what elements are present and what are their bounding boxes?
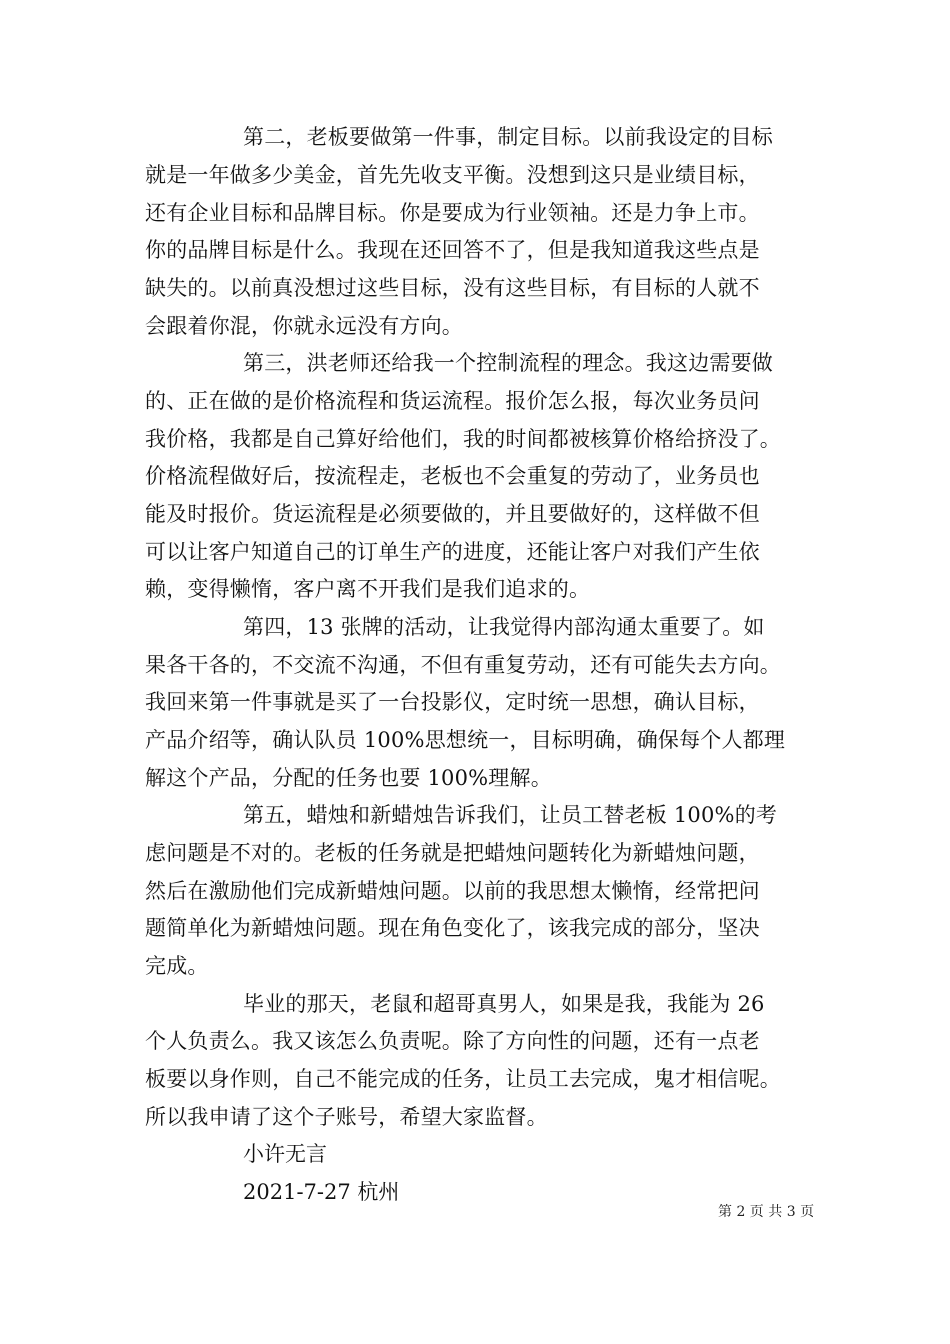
paragraph-1-line-4: 你的品牌目标是什么。我现在还回答不了，但是我知道我这些点是 — [145, 238, 760, 262]
paragraph-1-line-2: 就是一年做多少美金，首先先收支平衡。没想到这只是业绩目标， — [145, 163, 760, 187]
paragraph-1-line-6: 会跟着你混，你就永远没有方向。 — [145, 314, 463, 338]
paragraph-2-line-4: 价格流程做好后，按流程走，老板也不会重复的劳动了，业务员也 — [145, 464, 760, 488]
paragraph-3-line-1: 第四，13 张牌的活动，让我觉得内部沟通太重要了。如 — [243, 615, 765, 639]
paragraph-3-line-3: 我回来第一件事就是买了一台投影仪，定时统一思想，确认目标， — [145, 690, 760, 714]
paragraph-2-line-3: 我价格，我都是自己算好给他们，我的时间都被核算价格给挤没了。 — [145, 427, 781, 451]
paragraph-1-line-1: 第二，老板要做第一件事，制定目标。以前我设定的目标 — [243, 125, 773, 149]
page-number-footer: 第 2 页 共 3 页 — [718, 1204, 815, 1220]
paragraph-4-line-4: 题简单化为新蜡烛问题。现在角色变化了，该我完成的部分，坚决 — [145, 916, 760, 940]
paragraph-4-line-1: 第五，蜡烛和新蜡烛告诉我们，让员工替老板 100%的考 — [243, 803, 778, 827]
paragraph-5-line-2: 个人负责么。我又该怎么负责呢。除了方向性的问题，还有一点老 — [145, 1029, 760, 1053]
paragraph-2-line-2: 的、正在做的是价格流程和货运流程。报价怎么报，每次业务员问 — [145, 389, 760, 413]
paragraph-3-line-4: 产品介绍等，确认队员 100%思想统一，目标明确，确保每个人都理 — [145, 728, 786, 752]
paragraph-1-line-5: 缺失的。以前真没想过这些目标，没有这些目标，有目标的人就不 — [145, 276, 760, 300]
paragraph-3-line-2: 果各干各的，不交流不沟通，不但有重复劳动，还有可能失去方向。 — [145, 653, 781, 677]
signature-author: 小许无言 — [243, 1142, 327, 1166]
paragraph-5-line-3: 板要以身作则，自己不能完成的任务，让员工去完成，鬼才相信呢。 — [145, 1067, 781, 1091]
paragraph-4-line-2: 虑问题是不对的。老板的任务就是把蜡烛问题转化为新蜡烛问题， — [145, 841, 760, 865]
signature-date-place: 2021-7-27 杭州 — [243, 1180, 400, 1204]
paragraph-3-line-5: 解这个产品，分配的任务也要 100%理解。 — [145, 766, 552, 790]
paragraph-2-line-6: 可以让客户知道自己的订单生产的进度，还能让客户对我们产生依 — [145, 540, 760, 564]
paragraph-5-line-1: 毕业的那天，老鼠和超哥真男人，如果是我，我能为 26 — [243, 992, 765, 1016]
paragraph-2-line-5: 能及时报价。货运流程是必须要做的，并且要做好的，这样做不但 — [145, 502, 760, 526]
paragraph-5-line-4: 所以我申请了这个子账号，希望大家监督。 — [145, 1105, 548, 1129]
paragraph-1-line-3: 还有企业目标和品牌目标。你是要成为行业领袖。还是力争上市。 — [145, 201, 760, 225]
paragraph-4-line-3: 然后在激励他们完成新蜡烛问题。以前的我思想太懒惰，经常把问 — [145, 879, 760, 903]
paragraph-2-line-7: 赖，变得懒惰，客户离不开我们是我们追求的。 — [145, 577, 591, 601]
paragraph-2-line-1: 第三，洪老师还给我一个控制流程的理念。我这边需要做 — [243, 351, 773, 375]
paragraph-4-line-5: 完成。 — [145, 954, 209, 978]
